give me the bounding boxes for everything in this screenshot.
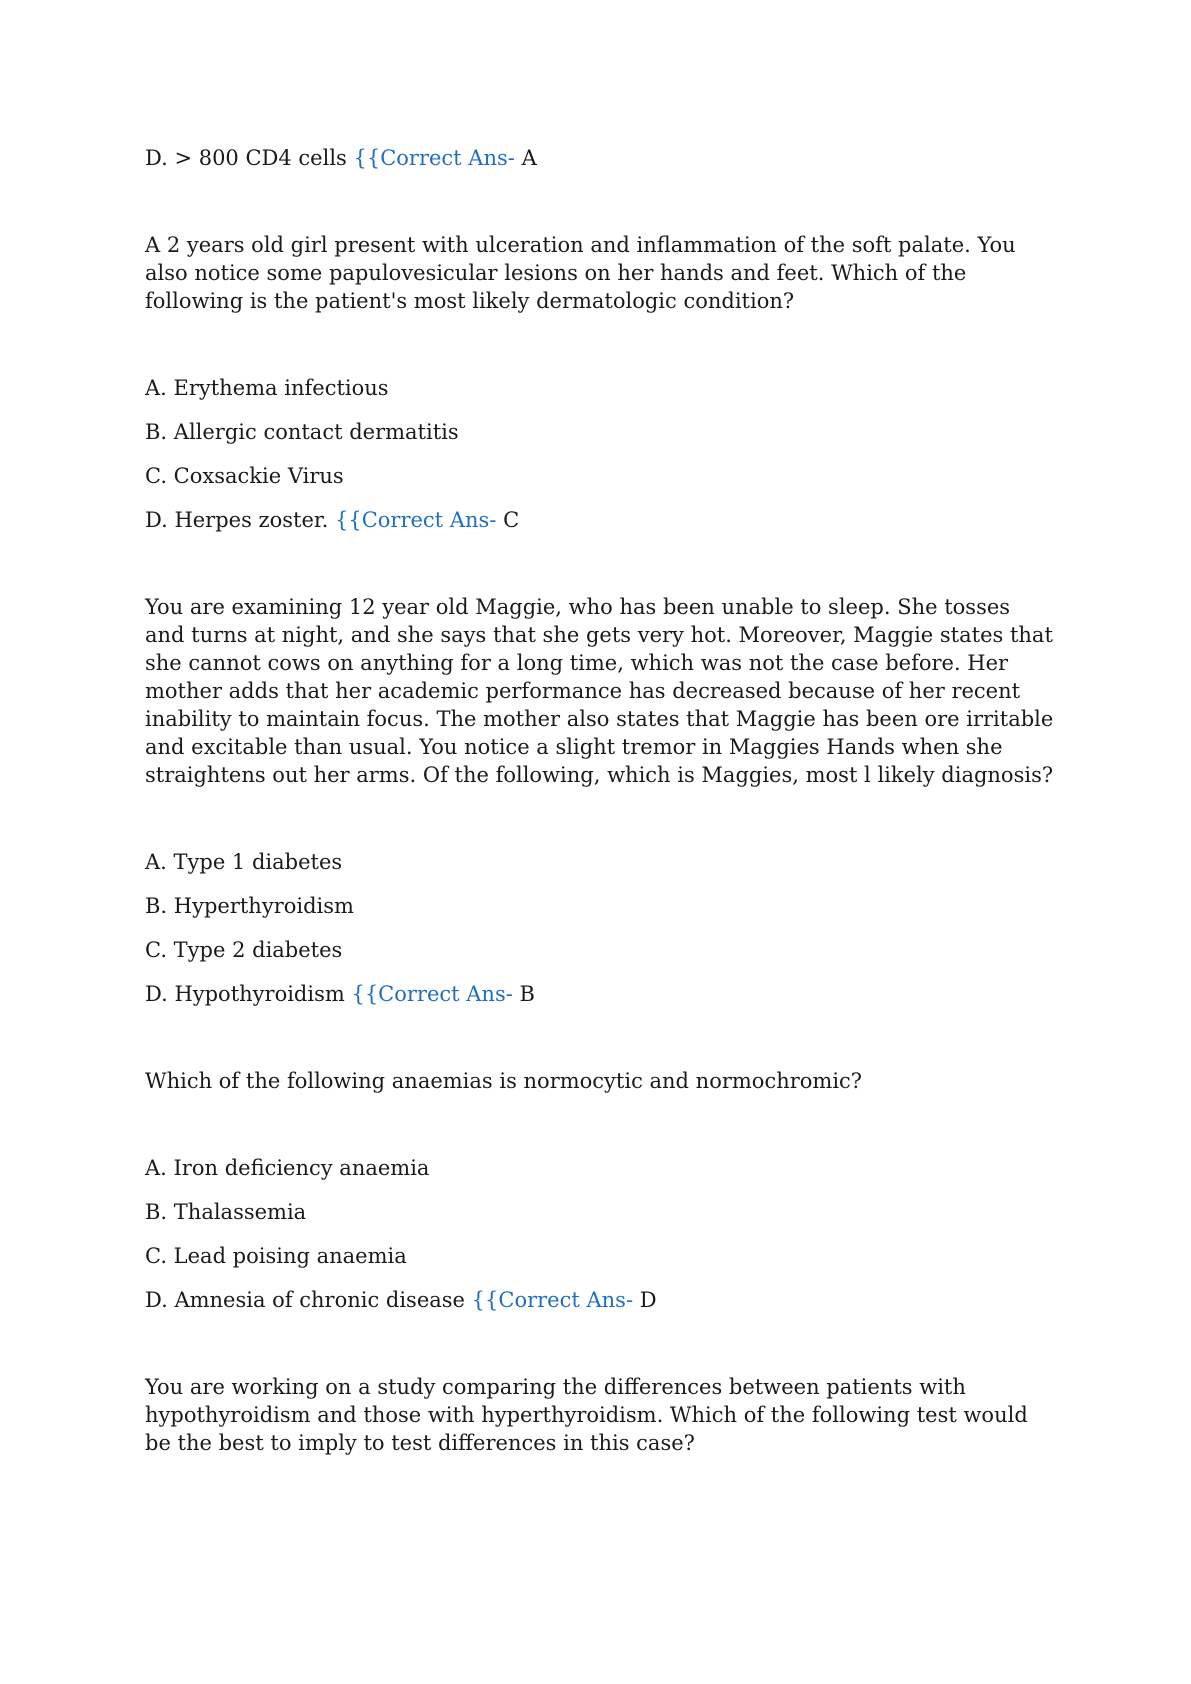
correct-answer-letter: D [639,1288,657,1312]
option-item: B. Hyperthyroidism [145,894,354,918]
spacer [145,789,1055,848]
spacer [145,534,1055,593]
option-item-with-answer [145,980,1055,1008]
option-item: B. Thalassemia [145,1200,307,1224]
page-content [145,144,1055,1457]
spacer [145,1095,1055,1154]
option-item-with-answer [145,506,1055,534]
options-list [145,1154,1055,1314]
option-item-with-answer [145,1286,1055,1314]
options-list [145,374,1055,534]
correct-answer-marker: {{Correct Ans- [471,1288,634,1312]
question-text: You are examining 12 year old Maggie, who has been unable to sleep. She tosses and turns at night, and she says that she gets very hot. Moreover, Maggie states that she cannot cows on anything for a long time, which was not the case before. Her mother adds that her academic performance has decreased because of her recent inability to maintain focus. The mother also states that Maggie has been ore irritable and excitable than usual. You notice a slight tremor in Maggies Hands when she straightens out her arms. Of the following, which is Maggies, most l likely diagnosis? [145,595,1054,787]
correct-answer-letter: C [503,508,520,532]
correct-answer-marker: {{Correct Ans- [351,982,513,1006]
question-text: A 2 years old girl present with ulceration and inflammation of the soft palate. You also notice some papulovesicular lesions on her hands and feet. Which of the following is the patient's most likely dermatologic condition? [145,233,1016,313]
correct-answer-marker: {{Correct Ans- [334,508,497,532]
option-item: B. Allergic contact dermatitis [145,420,459,444]
option-text: D. > 800 CD4 cells [145,146,354,170]
option-item: A. Type 1 diabetes [145,850,343,874]
answer-line [145,144,1055,172]
question-text: Which of the following anaemias is normocytic and normochromic? [145,1069,863,1093]
option-item: A. Erythema infectious [145,376,389,400]
spacer [145,172,1055,231]
option-item: C. Coxsackie Virus [145,464,344,488]
option-text: D. Herpes zoster. [145,508,335,532]
question-text: You are working on a study comparing the differences between patients with hypothyroidism and those with hyperthyroidism. Which of the following test would be the best to imply to test differences in this case? [145,1375,1028,1455]
option-item: A. Iron deficiency anaemia [145,1156,430,1180]
correct-answer-letter: A [521,146,537,170]
correct-answer-letter: B [519,982,535,1006]
correct-answer-marker: {{Correct Ans- [353,146,515,170]
option-item: C. Lead poising anaemia [145,1244,407,1268]
spacer [145,1008,1055,1067]
option-text: D. Hypothyroidism [145,982,352,1006]
options-list [145,848,1055,1008]
option-text: D. Amnesia of chronic disease [145,1288,472,1312]
option-item: C. Type 2 diabetes [145,938,343,962]
spacer [145,315,1055,374]
spacer [145,1314,1055,1373]
